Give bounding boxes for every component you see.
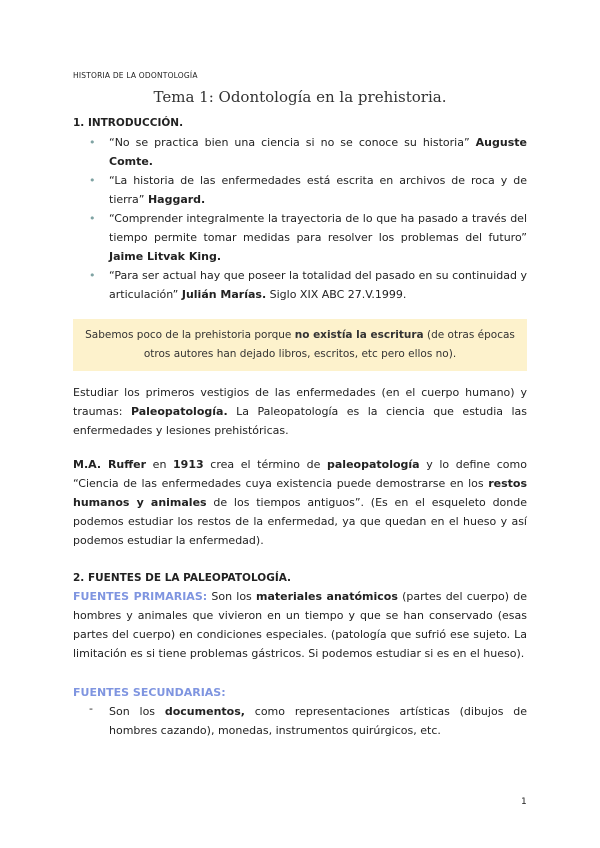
para-text: (partes del cuerpo) de hombres y animales que vivieron en un tiempo y que se han conservado (esas partes del cuerpo) en condiciones especiales. (patología que sufrió ese sujeto. La limitación es si tiene problemas gástricos. Si podemos estudiar si es en el hueso).: [73, 590, 527, 660]
quote-text: “Comprender integralmente la trayectoria de lo que ha pasado a través del tiempo permite tomar medidas para resolver los problemas del futuro”: [109, 212, 527, 244]
paragraph-fuentes-primarias: [73, 587, 527, 663]
paragraph-paleopatologia: [73, 383, 527, 440]
para-text: Son los: [109, 705, 156, 718]
page-title: Tema 1: Odontología en la prehistoria.: [153, 88, 447, 106]
callout-text-end: (de otras épocas otros autores han dejado libros, escritos, etc pero ellos no).: [143, 329, 515, 360]
quote-author: Julián Marías.: [181, 288, 267, 301]
label-fuentes-secundarias-row: [73, 683, 527, 702]
quote-author: Haggard.: [147, 193, 206, 206]
label-fuentes-primarias: FUENTES PRIMARIAS:: [73, 590, 208, 603]
page-number: 1: [521, 797, 527, 807]
quote-source: Siglo XIX ABC 27.V.1999.: [269, 288, 407, 301]
para-bold: Paleopatología.: [130, 405, 228, 418]
para-text: en: [152, 458, 167, 471]
para-text: de los tiempos antiguos”. (Es en el esqueleto donde podemos estudiar los restos de la enfermedad, ya que quedan en el hueso y así podemos estudiar la enfermedad).: [73, 496, 528, 547]
para-text: Estudiar los primeros vestigios de las enfermedades (en el cuerpo humano) y traumas:: [73, 386, 527, 418]
page-header: HISTORIA DE LA ODONTOLOGÍA: [73, 71, 198, 80]
list-item: [109, 702, 527, 740]
para-bold: 1913: [173, 458, 204, 471]
secundarias-list: [73, 702, 527, 740]
section-heading-introduccion: 1. INTRODUCCIÓN.: [73, 117, 184, 129]
para-bold: restos humanos y animales: [73, 477, 527, 509]
paragraph-ruffer: [73, 455, 527, 550]
label-fuentes-secundarias: FUENTES SECUNDARIAS:: [73, 686, 226, 699]
highlight-callout: [73, 319, 527, 371]
para-text: La Paleopatología es la ciencia que estudia las enfermedades y lesiones prehistóricas.: [73, 405, 528, 437]
quote-text: “La historia de las enfermedades está escrita en archivos de roca y de tierra”: [109, 174, 527, 206]
para-bold: materiales anatómicos: [256, 590, 398, 603]
para-bold: paleopatología: [327, 458, 420, 471]
quotes-list: [73, 133, 527, 304]
quote-text: “Para ser actual hay que poseer la totalidad del pasado en su continuidad y articulación”: [109, 269, 527, 301]
list-item: [73, 171, 527, 209]
callout-bold: no existía la escritura: [294, 329, 424, 341]
callout-text: Sabemos poco de la prehistoria porque: [85, 329, 292, 341]
quote-text: “No se practica bien una ciencia si no se conoce su historia”: [109, 136, 470, 149]
para-text: crea el término de: [210, 458, 321, 471]
dash-bullet: -: [89, 702, 93, 715]
list-item: [73, 133, 527, 171]
list-item: [73, 266, 527, 304]
list-item: [73, 209, 527, 266]
para-bold: M.A. Ruffer: [73, 458, 147, 471]
para-text: como representaciones artísticas (dibujos de hombres cazando), monedas, instrumentos quirúrgicos, etc.: [109, 705, 527, 737]
quote-author: Auguste Comte.: [109, 136, 527, 168]
section-heading-fuentes: 2. FUENTES DE LA PALEOPATOLOGÍA.: [73, 572, 292, 584]
para-text: Son los: [211, 590, 252, 603]
quote-author: Jaime Litvak King.: [109, 250, 221, 263]
para-bold: documentos,: [164, 705, 245, 718]
para-text: y lo define como “Ciencia de las enfermedades cuya existencia puede demostrarse en los: [73, 458, 527, 490]
